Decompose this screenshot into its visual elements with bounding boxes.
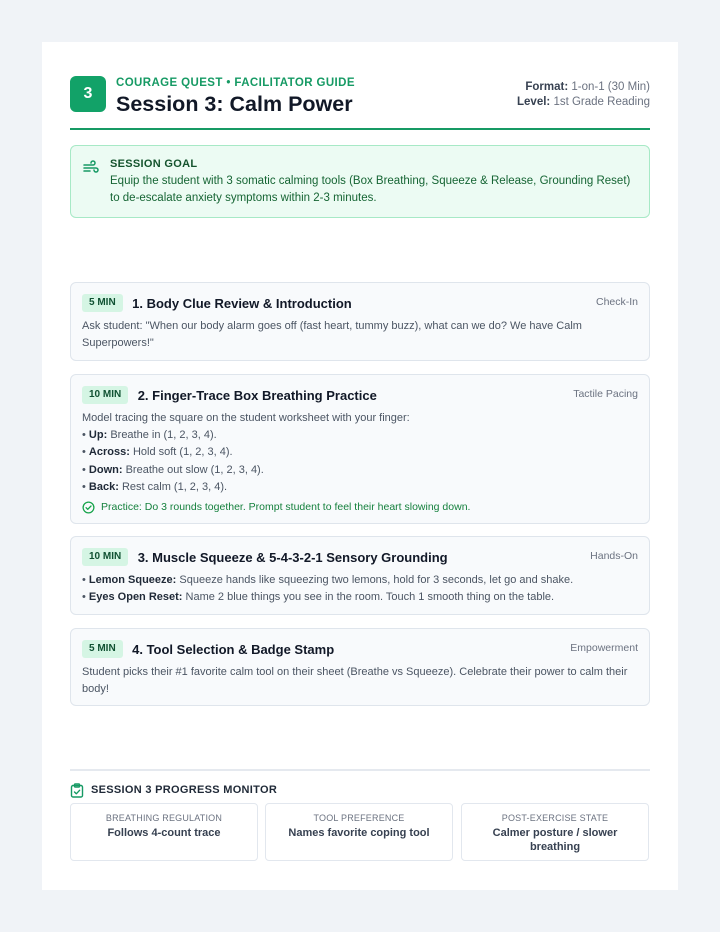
list-item: • Lemon Squeeze: Squeeze hands like squeezing two lemons, hold for 3 seconds, let go and shake. [82, 574, 574, 586]
activity-header [82, 548, 638, 566]
list-item: • Back: Rest calm (1, 2, 3, 4). [82, 480, 228, 493]
monitor-cell [461, 803, 649, 861]
step-label: Down: [88, 463, 123, 476]
session-goal-box [70, 145, 650, 218]
monitor-label: POST-EXERCISE STATE [501, 813, 609, 823]
list-item: • Up: Breathe in (1, 2, 3, 4). [82, 429, 217, 442]
activity-card [70, 628, 650, 706]
practice-text: Practice: Do 3 rounds together. Prompt student to feel their heart slowing down. [101, 501, 471, 514]
activity-body [82, 572, 638, 606]
step-text: Breathe out slow (1, 2, 3, 4). [125, 463, 264, 476]
monitor-cell [265, 803, 453, 861]
list-item: • Across: Hold soft (1, 2, 3, 4). [82, 446, 233, 459]
duration-badge: 5 MIN [82, 294, 123, 312]
clipboard-check-icon [70, 783, 84, 798]
format-label: Format: [525, 81, 569, 93]
section-divider [70, 769, 650, 771]
activity-title: 1. Body Clue Review & Introduction [132, 295, 352, 311]
progress-monitor-header [70, 782, 277, 798]
monitor-value: Follows 4-count trace [107, 827, 221, 839]
wind-icon [82, 159, 100, 177]
activity-tag: Tactile Pacing [573, 388, 638, 400]
monitor-value: Names favorite coping tool [288, 827, 430, 839]
activity-intro: Model tracing the square on the student worksheet with your finger: [82, 412, 410, 424]
activity-text: Ask student: "When our body alarm goes off (fast heart, tummy buzz), what can we do? We have Calm Superpowers!" [82, 320, 582, 350]
session-meta [517, 80, 650, 110]
duration-badge: 5 MIN [82, 640, 123, 658]
step-text: Breathe in (1, 2, 3, 4). [110, 429, 217, 442]
activity-header [82, 294, 638, 312]
step-text: Rest calm (1, 2, 3, 4). [121, 480, 228, 493]
activity-tag: Empowerment [570, 642, 638, 654]
progress-monitor-title: SESSION 3 PROGRESS MONITOR [91, 784, 278, 796]
guide-page [42, 42, 678, 890]
monitor-value: Calmer posture / slower breathing [492, 827, 618, 853]
step-text: Hold soft (1, 2, 3, 4). [132, 446, 233, 459]
activity-title: 2. Finger-Trace Box Breathing Practice [137, 387, 377, 403]
practice-note [82, 499, 638, 516]
format-value: 1-on-1 (30 Min) [571, 81, 650, 93]
monitor-label: BREATHING REGULATION [105, 813, 223, 823]
activity-title: 3. Muscle Squeeze & 5-4-3-2-1 Sensory Grounding [137, 549, 448, 565]
step-label: Across: [88, 446, 130, 459]
goal-text: Equip the student with 3 somatic calming tools (Box Breathing, Squeeze & Release, Grounding Reset) to de-escalate anxiety symptoms within 2-3 minutes. [110, 175, 631, 204]
step-label: Eyes Open Reset: [88, 591, 183, 604]
activity-text: Student picks their #1 favorite calm tool on their sheet (Breathe vs Squeeze). Celebrate their power to calm their body! [82, 666, 628, 696]
activity-card [70, 536, 650, 615]
activity-tag: Check-In [595, 296, 638, 308]
activity-title: 4. Tool Selection & Badge Stamp [132, 641, 335, 657]
activity-tag: Hands-On [590, 550, 638, 562]
step-label: Lemon Squeeze: [88, 574, 177, 586]
step-label: Up: [88, 429, 108, 442]
step-text: Name 2 blue things you see in the room. Touch 1 smooth thing on the table. [185, 591, 555, 604]
page-title: Session 3: Calm Power [116, 92, 353, 116]
step-label: Back: [88, 480, 119, 493]
duration-badge: 10 MIN [82, 548, 128, 566]
activity-body [82, 410, 638, 516]
goal-label: SESSION GOAL [110, 158, 198, 170]
level-label: Level: [517, 96, 551, 108]
monitor-cell [70, 803, 258, 861]
page-header [70, 76, 650, 130]
monitor-label: TOOL PREFERENCE [313, 813, 405, 823]
guide-eyebrow: COURAGE QUEST • FACILITATOR GUIDE [116, 77, 355, 89]
check-circle-icon [82, 501, 95, 514]
session-number-badge: 3 [70, 76, 106, 112]
level-value: 1st Grade Reading [553, 96, 650, 108]
activity-header [82, 386, 638, 404]
step-text: Squeeze hands like squeezing two lemons, hold for 3 seconds, let go and shake. [179, 574, 574, 586]
list-item: • Down: Breathe out slow (1, 2, 3, 4). [82, 463, 264, 476]
list-item: • Eyes Open Reset: Name 2 blue things you see in the room. Touch 1 smooth thing on the table. [82, 591, 555, 604]
activity-card [70, 374, 650, 524]
activity-header [82, 640, 638, 658]
duration-badge: 10 MIN [82, 386, 128, 404]
activity-card [70, 282, 650, 361]
